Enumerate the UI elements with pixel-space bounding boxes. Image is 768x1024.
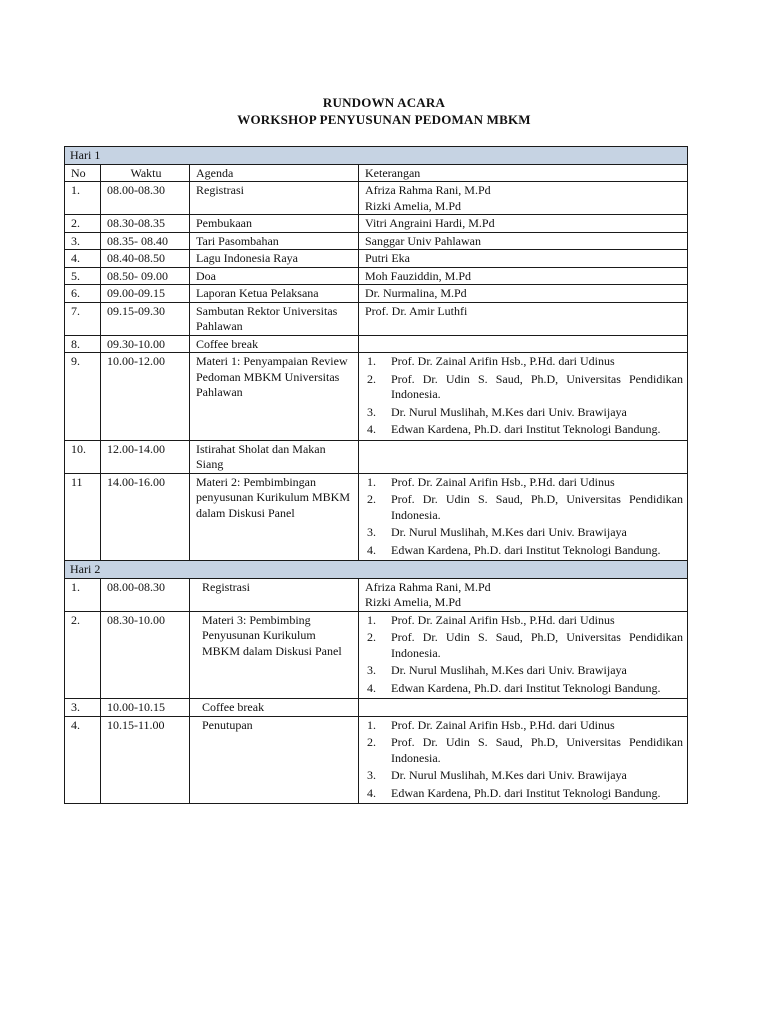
row-note: Putri Eka [359,250,688,268]
table-row [65,716,688,804]
row-note [359,440,688,473]
column-header: No [65,164,101,182]
table-row [65,215,688,233]
speaker-number: 1. [367,717,376,732]
row-note [359,699,688,717]
speaker-name: Edwan Kardena, Ph.D. dari Institut Teknologi Bandung. [391,680,661,695]
row-note [359,473,688,561]
speaker-item [367,422,683,438]
speaker-number: 4. [367,422,376,436]
row-time: 08.00-08.30 [101,182,190,215]
row-agenda: Tari Pasombahan [190,232,359,250]
row-time: 09.00-09.15 [101,285,190,303]
speaker-number: 1. [367,474,376,489]
row-time: 08.00-08.30 [101,578,190,611]
speaker-item [367,371,684,403]
row-note [359,182,688,215]
speaker-item [367,404,683,421]
speaker-name: Dr. Nurul Muslihah, M.Kes dari Univ. Brawijaya [391,525,627,539]
row-time: 10.00-12.00 [101,353,190,441]
day-header [65,561,688,579]
speaker-list [365,613,683,697]
row-agenda: Coffee break [190,335,359,353]
row-agenda: Materi 1: Penyampaian Review Pedoman MBKM Universitas Pahlawan [190,353,359,441]
table-row [65,699,688,717]
row-time: 14.00-16.00 [101,473,190,561]
speaker-name: Prof. Dr. Udin S. Saud, Ph.D, Universitas Pendidikan Indonesia. [391,735,684,765]
row-time: 10.00-10.15 [101,699,190,717]
speaker-item [367,768,683,784]
row-number: 2. [65,611,101,699]
table-row [65,473,688,561]
table-row [65,182,688,215]
speaker-name: Prof. Dr. Zainal Arifin Hsb., P.Hd. dari Udinus [391,612,615,627]
row-agenda: Materi 3: Pembimbing Penyusunan Kurikulum MBKM dalam Diskusi Panel [190,611,359,699]
speaker-number: 4. [367,542,376,557]
note-line: Afriza Rahma Rani, M.Pd [365,579,491,594]
table-row [65,353,688,441]
speaker-name: Prof. Dr. Udin S. Saud, Ph.D, Universitas Pendidikan Indonesia. [391,492,684,522]
speaker-number: 1. [367,354,376,368]
table-row [65,267,688,285]
speaker-list [365,354,683,438]
row-time: 08.35- 08.40 [101,232,190,250]
speaker-name: Prof. Dr. Zainal Arifin Hsb., P.Hd. dari Udinus [391,474,615,489]
speaker-name: Dr. Nurul Muslihah, M.Kes dari Univ. Brawijaya [391,404,627,419]
table-row [65,335,688,353]
speaker-item [367,354,683,370]
row-number: 1. [65,182,101,215]
row-agenda: Doa [190,267,359,285]
day-label: Hari 2 [65,561,688,579]
row-time: 09.30-10.00 [101,335,190,353]
speaker-name: Prof. Dr. Udin S. Saud, Ph.D, Universitas Pendidikan Indonesia. [391,371,684,401]
table-row [65,232,688,250]
row-note [359,611,688,699]
column-header: Keterangan [359,164,688,182]
speaker-item [367,474,683,491]
note-line: Rizki Amelia, M.Pd [365,198,461,213]
speaker-item [367,492,684,523]
row-agenda: Istirahat Sholat dan Makan Siang [190,440,359,473]
column-header: Agenda [190,164,359,182]
row-time: 08.50- 09.00 [101,267,190,285]
day-label: Hari 1 [65,147,688,165]
speaker-number: 3. [367,768,376,782]
speaker-item [367,663,683,679]
speaker-name: Dr. Nurul Muslihah, M.Kes dari Univ. Brawijaya [391,768,627,782]
day-header [65,147,688,165]
speaker-item [367,612,683,629]
speaker-name: Prof. Dr. Zainal Arifin Hsb., P.Hd. dari Udinus [391,717,615,732]
table-row [65,440,688,473]
row-number: 4. [65,250,101,268]
row-time: 08.40-08.50 [101,250,190,268]
speaker-name: Dr. Nurul Muslihah, M.Kes dari Univ. Brawijaya [391,663,627,677]
row-agenda: Coffee break [190,699,359,717]
speaker-number: 3. [367,525,376,539]
row-note: Moh Fauziddin, M.Pd [359,267,688,285]
rundown-table [64,146,688,804]
row-number: 3. [65,232,101,250]
speaker-number: 3. [367,663,376,677]
column-header-row [65,164,688,182]
speaker-name: Edwan Kardena, Ph.D. dari Institut Teknologi Bandung. [391,422,661,436]
row-agenda: Registrasi [190,182,359,215]
row-number: 10. [65,440,101,473]
table-row [65,285,688,303]
speaker-list [365,718,683,802]
speaker-name: Prof. Dr. Udin S. Saud, Ph.D, Universitas Pendidikan Indonesia. [391,630,684,660]
speaker-number: 2. [367,735,376,749]
table-row [65,611,688,699]
row-number: 5. [65,267,101,285]
row-time: 12.00-14.00 [101,440,190,473]
row-number: 9. [65,353,101,441]
column-header: Waktu [101,164,190,182]
speaker-item [367,542,683,559]
speaker-item [367,680,683,697]
row-agenda: Laporan Ketua Pelaksana [190,285,359,303]
row-time: 10.15-11.00 [101,716,190,804]
speaker-number: 1. [367,612,376,627]
speaker-name: Edwan Kardena, Ph.D. dari Institut Teknologi Bandung. [391,785,661,800]
row-note [359,353,688,441]
speaker-name: Edwan Kardena, Ph.D. dari Institut Teknologi Bandung. [391,542,661,557]
note-line: Rizki Amelia, M.Pd [365,595,461,609]
row-number: 11 [65,473,101,561]
document-title: RUNDOWN ACARA [322,95,446,110]
row-note: Vitri Angraini Hardi, M.Pd [359,215,688,233]
table-row [65,250,688,268]
row-agenda: Lagu Indonesia Raya [190,250,359,268]
row-number: 2. [65,215,101,233]
row-time: 09.15-09.30 [101,302,190,335]
row-time: 08.30-08.35 [101,215,190,233]
row-note [359,716,688,804]
speaker-number: 2. [367,492,376,506]
row-number: 8. [65,335,101,353]
table-row [65,578,688,611]
speaker-item [367,785,683,802]
row-agenda: Penutupan [190,716,359,804]
row-number: 7. [65,302,101,335]
row-note: Prof. Dr. Amir Luthfi [359,302,688,335]
row-time: 08.30-10.00 [101,611,190,699]
row-note [359,578,688,611]
speaker-number: 4. [367,785,376,800]
note-line: Afriza Rahma Rani, M.Pd [365,183,491,197]
speaker-item [367,630,684,661]
speaker-item [367,525,683,541]
row-agenda: Pembukaan [190,215,359,233]
row-note: Sanggar Univ Pahlawan [359,232,688,250]
row-note [359,335,688,353]
speaker-item [367,735,684,766]
speaker-number: 4. [367,680,376,695]
row-agenda: Sambutan Rektor Universitas Pahlawan [190,302,359,335]
speaker-item [367,717,683,734]
speaker-name: Prof. Dr. Zainal Arifin Hsb., P.Hd. dari Udinus [391,354,615,368]
speaker-number: 2. [367,371,376,386]
row-number: 6. [65,285,101,303]
speaker-number: 2. [367,630,376,644]
row-number: 4. [65,716,101,804]
row-agenda: Registrasi [190,578,359,611]
row-number: 1. [65,578,101,611]
row-number: 3. [65,699,101,717]
speaker-list [365,475,683,559]
document-subtitle: WORKSHOP PENYUSUNAN PEDOMAN MBKM [237,112,531,127]
table-row [65,302,688,335]
row-agenda: Materi 2: Pembimbingan penyusunan Kurikulum MBKM dalam Diskusi Panel [190,473,359,561]
row-note: Dr. Nurmalina, M.Pd [359,285,688,303]
speaker-number: 3. [367,404,376,419]
